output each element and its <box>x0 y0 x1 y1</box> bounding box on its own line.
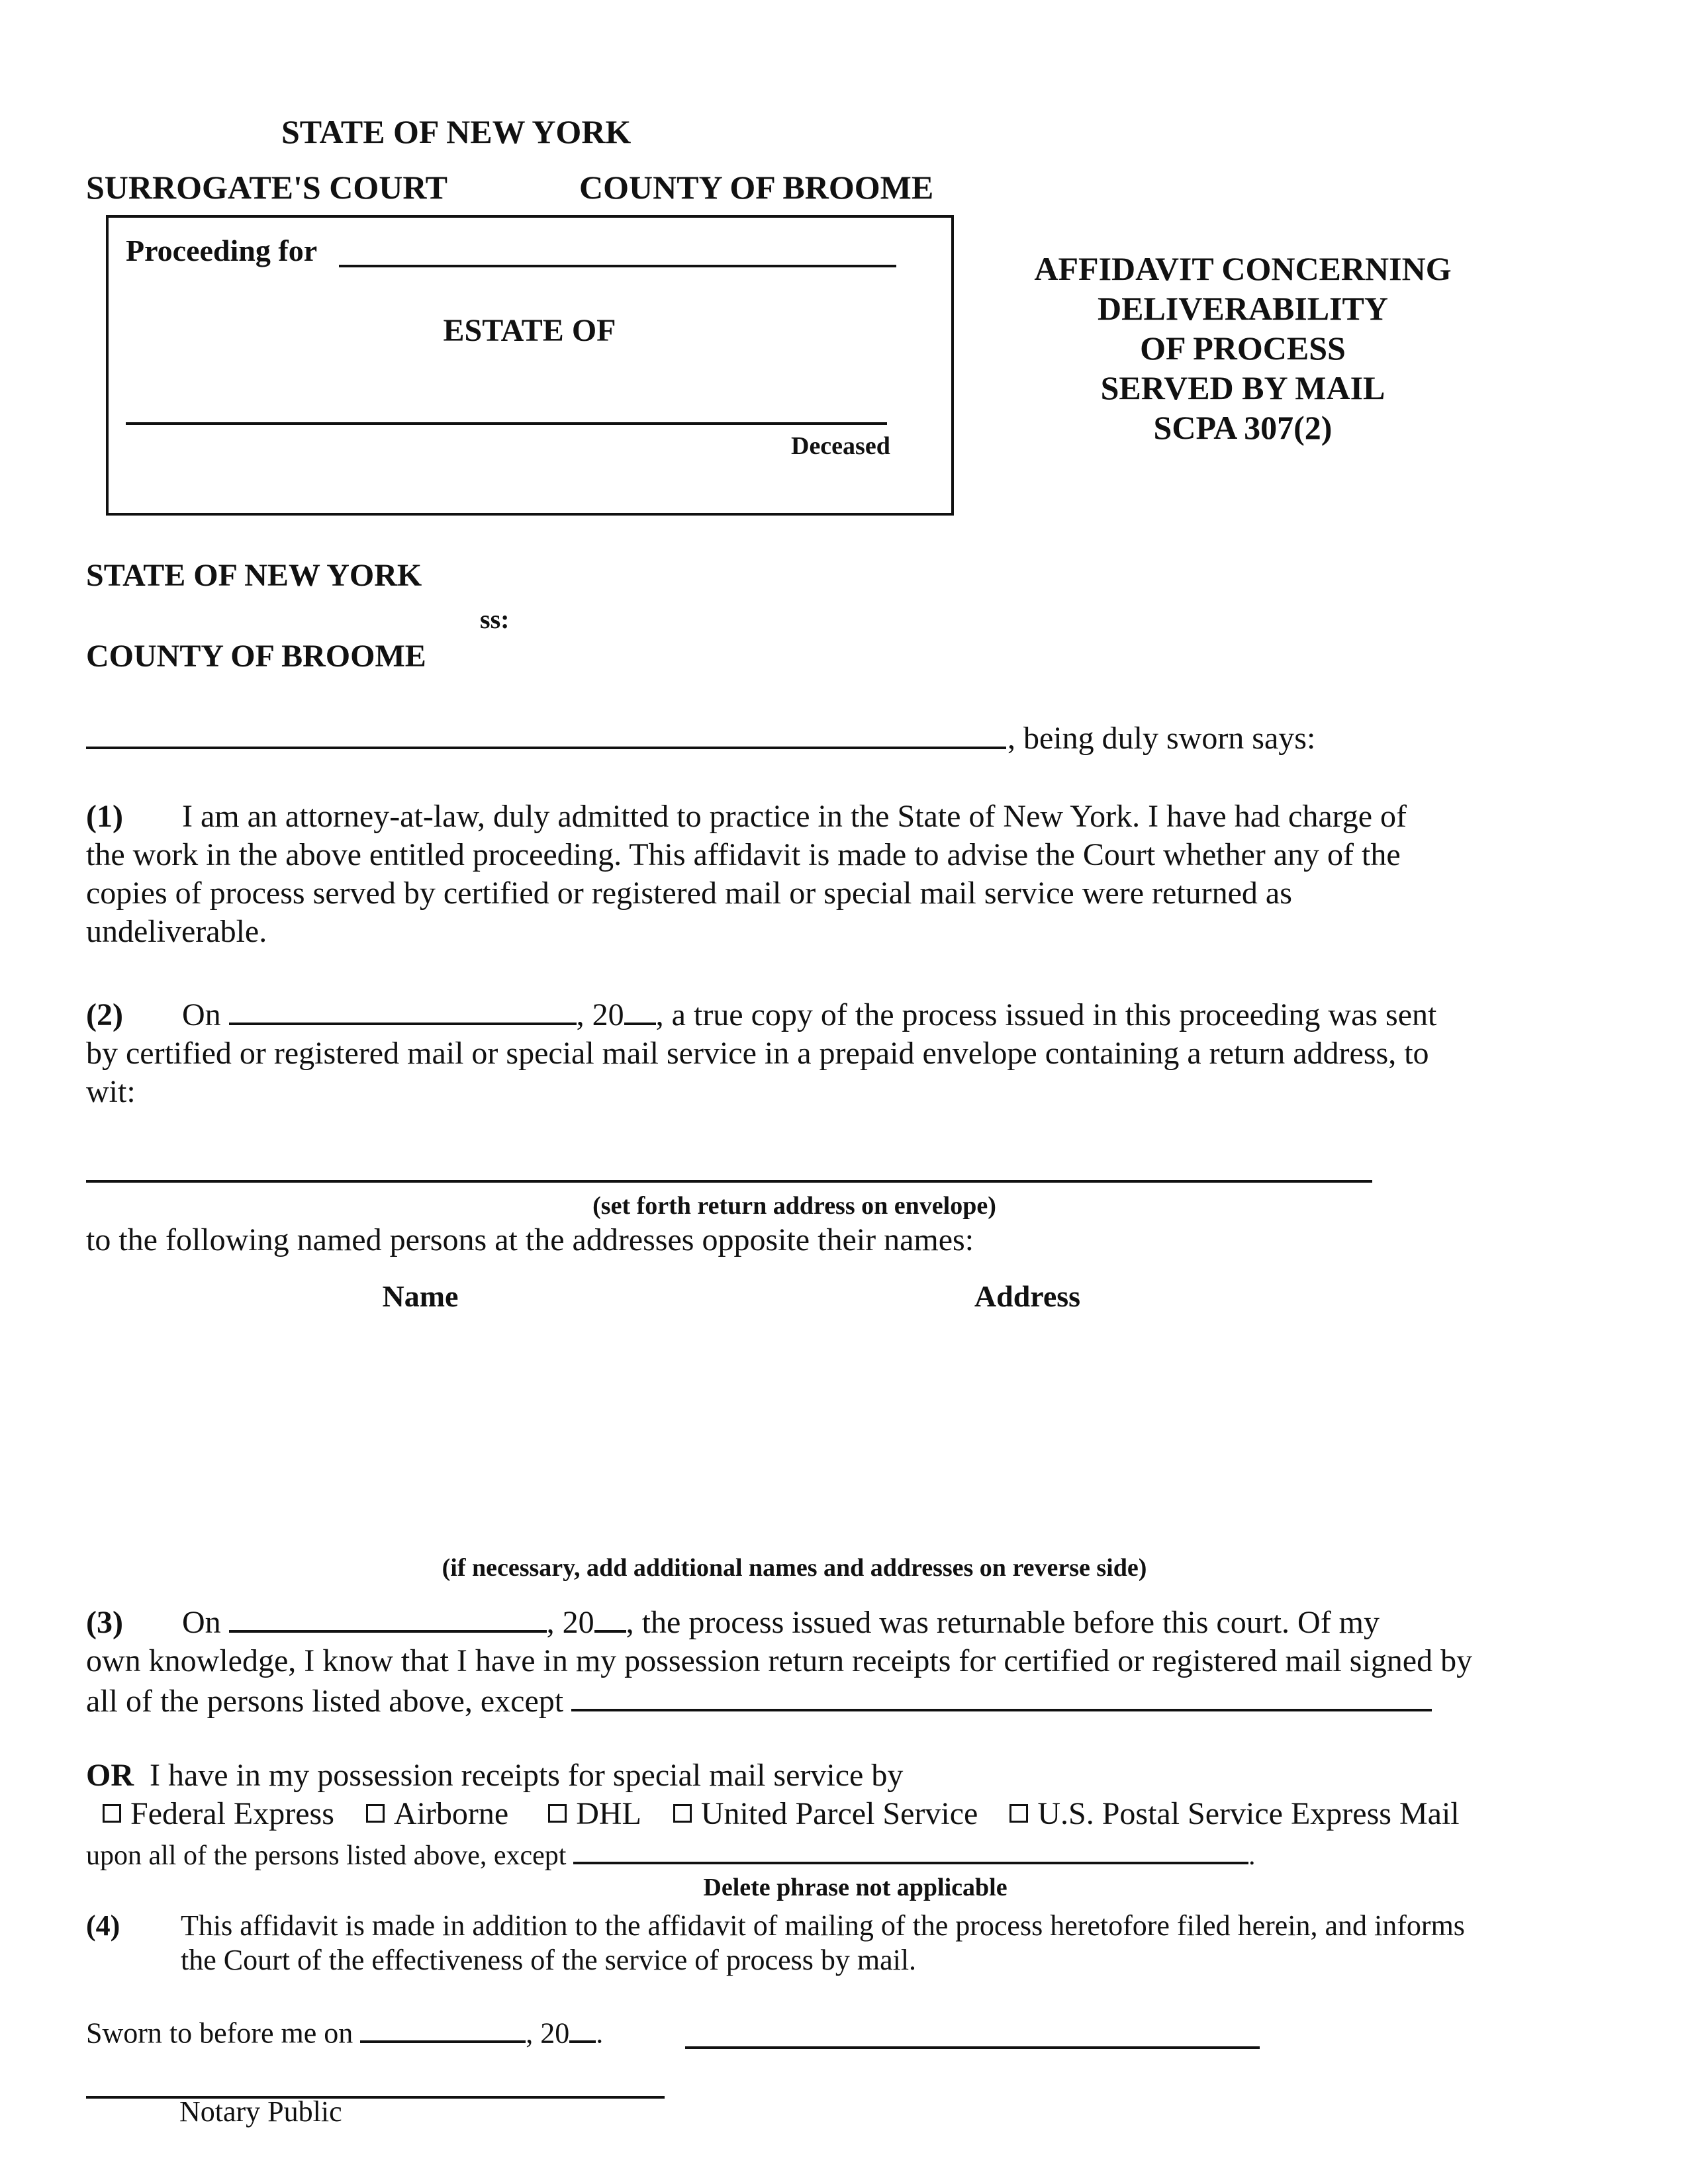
header-court: SURROGATE'S COURT <box>86 169 448 206</box>
period: . <box>596 2017 604 2050</box>
para-text: the work in the above entitled proceeding. This affidavit is made to advise the Court whether any of the <box>86 837 1401 872</box>
deponent-name-field[interactable] <box>86 747 1006 749</box>
on-label: On <box>182 1605 221 1641</box>
para-text: , the process issued was returnable before this court. Of my <box>626 1605 1380 1641</box>
estate-of-label: ESTATE OF <box>443 313 616 348</box>
para-number: (3) <box>86 1605 123 1641</box>
paragraph-2 <box>86 994 1436 1111</box>
para-text: all of the persons listed above, except <box>86 1684 564 1719</box>
paragraph-3 <box>86 1602 1472 1721</box>
year-prefix: , 20 <box>576 997 624 1033</box>
following-persons-text: to the following named persons at the addresses opposite their names: <box>86 1222 974 1257</box>
para-text: I am an attorney-at-law, duly admitted to practice in the State of New York. I have had charge of <box>182 799 1407 834</box>
mailing-year-field[interactable] <box>624 994 656 1025</box>
on-label: On <box>182 997 221 1033</box>
title-line: SERVED BY MAIL <box>1100 369 1385 406</box>
para-number: (2) <box>86 997 123 1033</box>
name-column-header: Name <box>382 1279 459 1313</box>
para-number: (4) <box>86 1909 120 1942</box>
or-text: I have in my possession receipts for special mail service by <box>150 1758 904 1793</box>
deceased-label: Deceased <box>791 432 890 460</box>
service-options <box>103 1796 1460 1832</box>
sworn-date-field[interactable] <box>360 2014 526 2043</box>
paragraph-4 <box>181 1909 1465 1978</box>
sworn-year-field[interactable] <box>569 2014 596 2043</box>
decedent-name-field[interactable] <box>126 422 887 425</box>
checkbox-icon[interactable] <box>673 1804 692 1823</box>
title-line: OF PROCESS <box>1140 330 1346 367</box>
additional-names-note: (if necessary, add additional names and addresses on reverse side) <box>442 1554 1147 1582</box>
para-text: , a true copy of the process issued in this proceeding was sent <box>655 997 1437 1033</box>
para-text: This affidavit is made in addition to the affidavit of mailing of the process heretofore filed herein, and informs <box>181 1909 1465 1942</box>
venue-state: STATE OF NEW YORK <box>86 558 422 593</box>
checkbox-icon[interactable] <box>366 1804 385 1823</box>
para-text: copies of process served by certified or registered mail or special mail service were returned as <box>86 876 1292 911</box>
address-column-header: Address <box>974 1279 1081 1313</box>
except-field[interactable] <box>571 1680 1432 1711</box>
service-option-ups[interactable]: United Parcel Service <box>673 1796 978 1831</box>
or-label: OR <box>86 1758 134 1793</box>
title-line: DELIVERABILITY <box>1097 290 1388 327</box>
upon-all-line <box>86 1837 1255 1872</box>
return-year-field[interactable] <box>594 1602 626 1633</box>
proceeding-for-label: Proceeding for <box>126 234 318 267</box>
venue-ss: ss: <box>480 604 510 634</box>
or-clause <box>86 1757 903 1794</box>
deponent-signature-field[interactable] <box>685 2046 1260 2049</box>
period: . <box>1248 1840 1256 1871</box>
paragraph-1 <box>86 797 1407 951</box>
checkbox-icon[interactable] <box>548 1804 567 1823</box>
document-title <box>980 249 1506 447</box>
venue-county: COUNTY OF BROOME <box>86 639 426 674</box>
year-prefix: , 20 <box>546 1605 594 1641</box>
header-county: COUNTY OF BROOME <box>579 169 934 206</box>
para-text: the Court of the effectiveness of the service of process by mail. <box>181 1944 917 1976</box>
service-option-usps[interactable]: U.S. Postal Service Express Mail <box>1009 1796 1459 1831</box>
notary-signature-field[interactable] <box>86 2096 665 2099</box>
para-number: (1) <box>86 799 123 834</box>
checkbox-icon[interactable] <box>103 1804 121 1823</box>
title-line: SCPA 307(2) <box>1153 409 1333 446</box>
return-address-field[interactable] <box>86 1180 1372 1183</box>
para-text: by certified or registered mail or special mail service in a prepaid envelope containing a return address, to <box>86 1036 1429 1071</box>
mailing-date-field[interactable] <box>229 994 577 1025</box>
para-text: undeliverable. <box>86 914 267 949</box>
special-except-field[interactable] <box>573 1837 1248 1864</box>
sworn-text: Sworn to before me on <box>86 2017 353 2050</box>
return-address-caption: (set forth return address on envelope) <box>592 1192 996 1220</box>
jurat-line <box>86 2014 603 2050</box>
return-date-field[interactable] <box>229 1602 547 1633</box>
delete-phrase-note: Delete phrase not applicable <box>703 1874 1008 1901</box>
service-option-dhl[interactable]: DHL <box>548 1796 641 1831</box>
checkbox-icon[interactable] <box>1009 1804 1028 1823</box>
notary-public-label: Notary Public <box>179 2095 342 2128</box>
header-state: STATE OF NEW YORK <box>281 113 632 150</box>
service-option-fedex[interactable]: Federal Express <box>103 1796 334 1831</box>
upon-all-text: upon all of the persons listed above, except <box>86 1840 567 1871</box>
title-line: AFFIDAVIT CONCERNING <box>1034 250 1452 287</box>
proceeding-for-field[interactable] <box>339 265 896 267</box>
year-prefix: , 20 <box>526 2017 570 2050</box>
being-duly-sworn: , being duly sworn says: <box>1008 721 1316 756</box>
para-text: wit: <box>86 1074 136 1110</box>
service-option-airborne[interactable]: Airborne <box>366 1796 508 1831</box>
para-text: own knowledge, I know that I have in my possession return receipts for certified or registered mail signed by <box>86 1643 1473 1679</box>
